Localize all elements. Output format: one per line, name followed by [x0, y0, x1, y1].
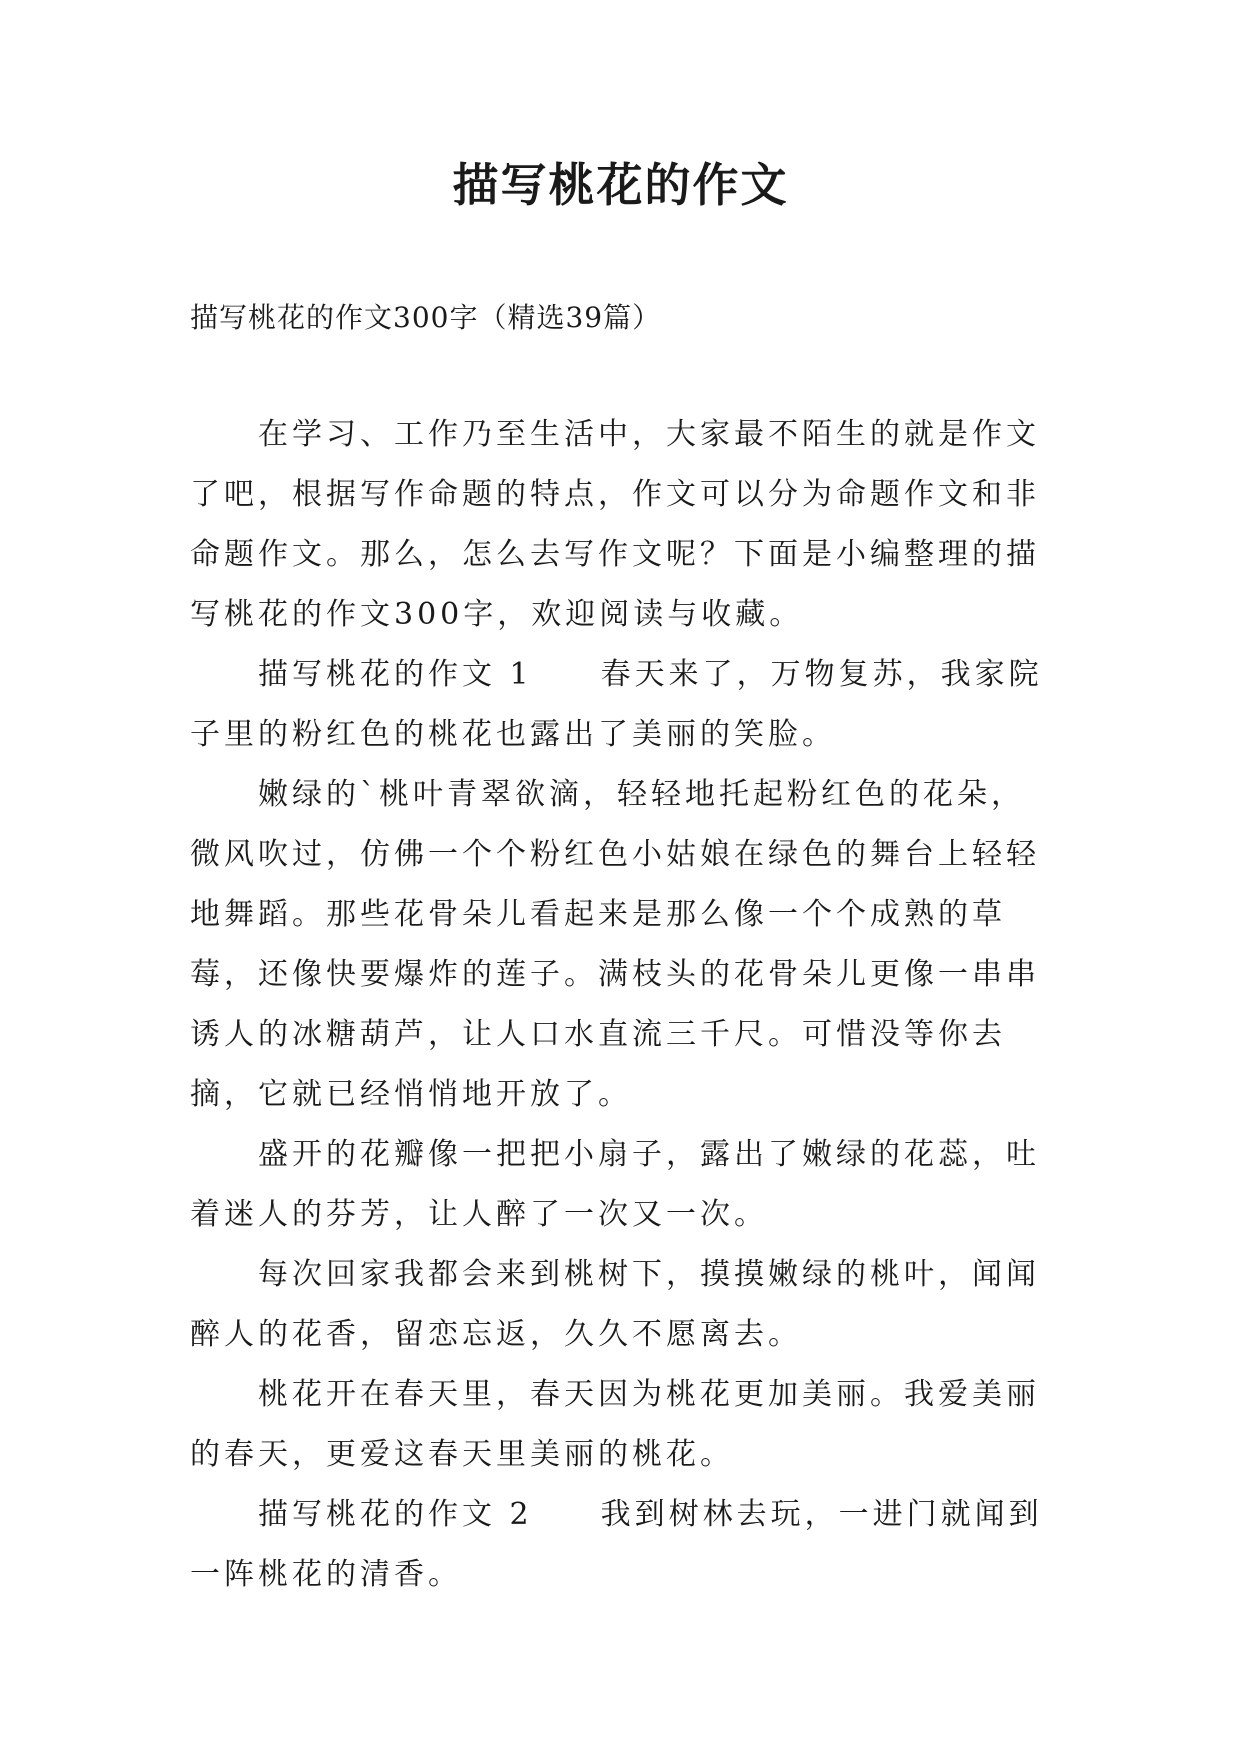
paragraph-body: [190, 1125, 1057, 1245]
paragraph-body: [190, 765, 1057, 1125]
essay-heading: 描写桃花的作文 2: [258, 1497, 533, 1532]
paragraph-text: 桃花开在春天里，春天因为桃花更加美丽。我爱美丽的春天，更爱这春天里美丽的桃花。: [190, 1377, 1040, 1472]
paragraph-text: 我到树林去玩，一进门就闻到一阵桃花的清香。: [190, 1497, 1043, 1592]
paragraph-intro: [190, 405, 1057, 645]
document-subtitle: 描写桃花的作文300字（精选39篇）: [190, 301, 662, 334]
paragraph-essay-2-start: [190, 1485, 1057, 1605]
document-body: [190, 405, 1057, 1605]
paragraph-text: 春天来了，万物复苏，我家院子里的粉红色的桃花也露出了美丽的笑脸。: [190, 657, 1043, 752]
paragraph-body: [190, 1365, 1057, 1485]
paragraph-body: [190, 1245, 1057, 1365]
paragraph-essay-1-start: [190, 645, 1057, 765]
document-title: 描写桃花的作文: [452, 158, 789, 212]
paragraph-text: 在学习、工作乃至生活中，大家最不陌生的就是作文了吧，根据写作命题的特点，作文可以分为命题作文和非命题作文。那么，怎么去写作文呢？下面是小编整理的描写桃花的作文300字，欢迎阅读与收藏。: [190, 417, 1040, 632]
essay-heading: 描写桃花的作文 1: [258, 657, 533, 692]
paragraph-text: 每次回家我都会来到桃树下，摸摸嫩绿的桃叶，闻闻醉人的花香，留恋忘返，久久不愿离去。: [190, 1257, 1040, 1352]
paragraph-text: 盛开的花瓣像一把把小扇子，露出了嫩绿的花蕊，吐着迷人的芬芳，让人醉了一次又一次。: [190, 1137, 1040, 1232]
paragraph-text: 嫩绿的`桃叶青翠欲滴，轻轻地托起粉红色的花朵，微风吹过，仿佛一个个粉红色小姑娘在绿色的舞台上轻轻地舞蹈。那些花骨朵儿看起来是那么像一个个成熟的草莓，还像快要爆炸的莲子。满枝头的花骨朵儿更像一串串诱人的冰糖葫芦，让人口水直流三千尺。可惜没等你去摘，它就已经悄悄地开放了。: [190, 777, 1040, 1112]
